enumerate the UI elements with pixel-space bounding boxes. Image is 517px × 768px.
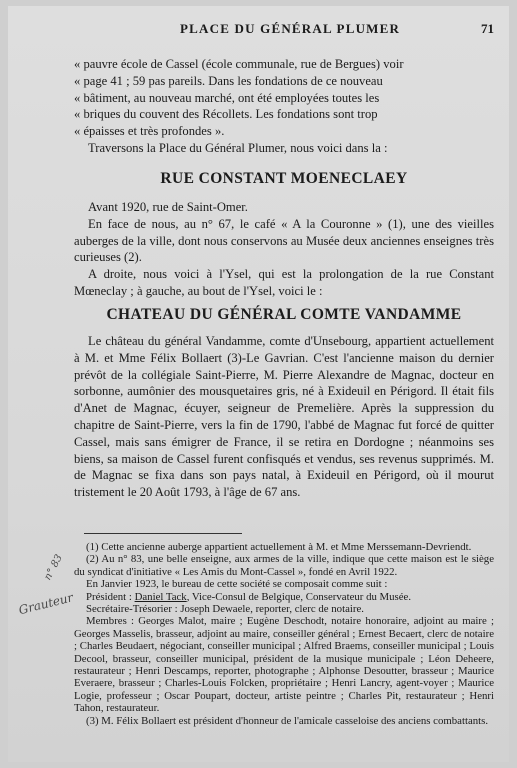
footnote-2: (2) Au n° 83, une belle enseigne, aux armes de la ville, indique que cette maison est le siège du syndicat d'initiative « Les Amis du Mont-Cassel », fondé en Avril 1922.: [74, 553, 494, 578]
paragraph: En face de nous, au n° 67, le café « A la Couronne » (1), une des vieilles auberges de la ville, dont nous conservons au Musée deux anciennes enseignes très curieuses (2).: [74, 216, 494, 265]
footnotes: [74, 541, 494, 727]
footnote-2-president: [74, 591, 494, 603]
footnote-2-members: Membres : Georges Malot, maire ; Eugène Deschodt, notaire honoraire, adjoint au maire ; Georges Masselis, brasseur, adjoint au maire, conseiller général ; Ernest Becaert, clerc de notaire ; Charles Beudaert, négociant, conseiller municipal ; Alfred Braems, conseiller municipal ; Louis Decool, brasseur, conseiller municipal, président de la musique municipale ; Léon Deheere, restaurateur ; Henri Descamps, reporter, photographe ; Alphonse Desoutter, brasseur ; Maurice Everaere, brasseur ; Charles-Louis Folcken, propriétaire ; Henri Lancry, agent-voyer ; Maurice Logie, professeur ; Oscar Poupart, docteur, artiste peintre ; Charles Pit, restaurateur ; Henri Tahon, restaurateur.: [74, 615, 494, 715]
quote-line: « briques du couvent des Récollets. Les fondations sont trop: [74, 107, 378, 122]
quotation-block: [74, 56, 494, 157]
footnote-divider: [84, 533, 242, 534]
chateau-section-body: [74, 333, 494, 501]
rue-section-body: [74, 199, 494, 300]
paragraph: Le château du général Vandamme, comte d'Unsebourg, appartient actuellement à M. et Mme Félix Bollaert (3)-Le Gavrian. C'est l'ancienne maison du dernier prévôt de la collégiale Saint-Pierre, M. Pierre Alexandre de Magnac, docteur en sorbonne, aumônier des mousquetaires gris, né à Exideuil en Périgord. Il était fils d'Anet de Magnac, écuyer, seigneur de Premelière. Après la suppression du chapitre de Saint-Pierre, vers la fin de 1790, l'abbé de Magnac fut forcé de quitter Cassel, mais sans émigrer de France, il se retira en Dordogne ; néanmoins ses biens, sa maison de Cassel furent confisqués et vendus, ses revenus supprimés. M. de Magnac se fixa dans son pays natal, à Exideuil en Périgord, où il mourut tristement le 20 Août 1793, à l'âge de 67 ans.: [74, 334, 494, 500]
president-details: , Vice-Consul de Belgique, Conservateur du Musée.: [186, 590, 412, 603]
running-title: PLACE DU GÉNÉRAL PLUMER: [180, 21, 401, 36]
quote-line: « page 41 ; 59 pas pareils. Dans les fondations de ce nouveau: [74, 73, 383, 88]
transition-paragraph: Traversons la Place du Général Plumer, nous voici dans la :: [88, 140, 388, 155]
quote-line: « épaisses et très profondes ».: [74, 124, 225, 139]
footnote-3: (3) M. Félix Bollaert est président d'honneur de l'amicale casseloise des anciens combattants.: [86, 714, 489, 727]
page-header: [66, 21, 498, 37]
section-title-rue-constant-moeneclaey: RUE CONSTANT MOENECLAEY: [160, 170, 408, 187]
footnote-2-secretary: Secrétaire-Trésorier : Joseph Dewaele, reporter, clerc de notaire.: [86, 603, 364, 616]
footnote-1: (1) Cette ancienne auberge appartient actuellement à M. et Mme Merssemann-Devriendt.: [86, 541, 472, 553]
quote-line: « bâtiment, au nouveau marché, ont été employées toutes les: [74, 90, 380, 105]
president-name: Daniel Tack: [134, 590, 187, 603]
document-page: [8, 6, 509, 762]
president-label: Président :: [86, 590, 132, 603]
quote-line: « pauvre école de Cassel (école communale, rue de Bergues) voir: [74, 57, 404, 71]
handwritten-number-note: n° 83: [42, 552, 65, 583]
page-number: 71: [481, 21, 494, 36]
footnote-2-committee-intro: En Janvier 1923, le bureau de cette société se composait comme suit :: [86, 578, 388, 591]
paragraph: Avant 1920, rue de Saint-Omer.: [88, 200, 248, 214]
section-title-chateau-vandamme: CHATEAU DU GÉNÉRAL COMTE VANDAMME: [106, 306, 462, 323]
handwritten-margin-note: Grauteur: [17, 590, 75, 618]
paragraph: A droite, nous voici à l'Ysel, qui est la prolongation de la rue Constant Mœneclay ; à gauche, au bout de l'Ysel, voici le :: [74, 267, 494, 298]
